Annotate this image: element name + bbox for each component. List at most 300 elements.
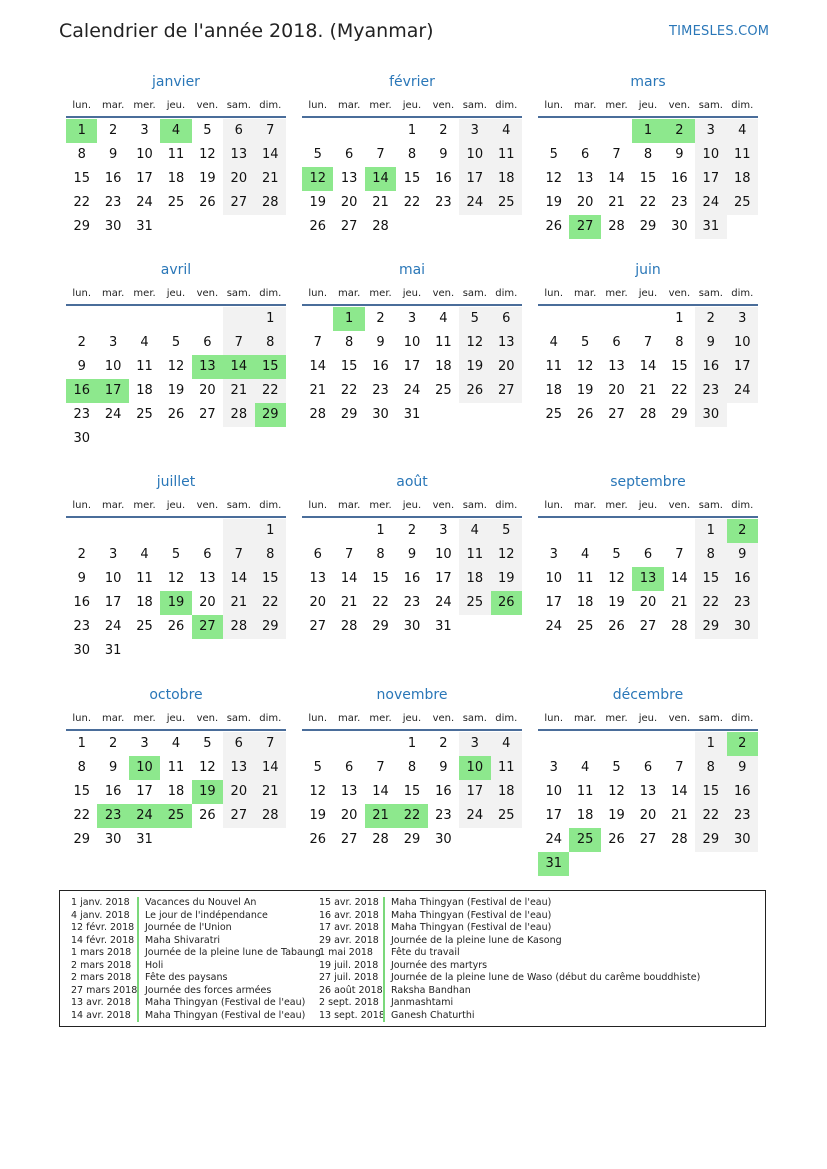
empty-cell: [333, 119, 364, 143]
empty-cell: [396, 215, 427, 239]
weekday-label: sam.: [698, 713, 723, 724]
weekday-label: jeu.: [638, 100, 658, 111]
day-grid: [66, 519, 286, 663]
month-name: juillet: [156, 474, 196, 490]
day-cell: 11: [576, 784, 594, 799]
empty-cell: [333, 732, 364, 756]
day-cell: 24: [695, 191, 726, 215]
day-cell: 20: [223, 167, 254, 191]
day-cell: 8: [376, 547, 385, 562]
day-cell: 18: [435, 359, 452, 374]
day-cell: 27: [340, 832, 358, 847]
legend-holiday-name: Journée de l'Union: [137, 922, 232, 935]
weekday-label: lun.: [72, 100, 92, 111]
day-cell: 17: [136, 171, 153, 186]
day-cell: 1: [255, 307, 286, 331]
day-cell: 26: [576, 407, 594, 422]
legend-holiday-name: Maha Thingyan (Festival de l'eau): [137, 997, 305, 1010]
day-cell: 29: [340, 407, 358, 422]
day-cell: 16: [66, 379, 97, 403]
empty-cell: [538, 732, 569, 756]
day-cell: 6: [643, 760, 653, 775]
day-cell: 5: [313, 147, 322, 162]
day-cell: 6: [344, 760, 354, 775]
legend-date: 27 juil. 2018: [319, 972, 379, 983]
day-cell: 10: [727, 331, 758, 355]
day-cell: 16: [104, 171, 122, 186]
day-cell: 17: [545, 808, 562, 823]
day-cell: 23: [695, 379, 726, 403]
day-cell: 16: [403, 571, 421, 586]
weekday-label: mar.: [338, 288, 361, 299]
legend-holiday-name: Journée des forces armées: [137, 985, 271, 998]
month-name: septembre: [610, 474, 686, 490]
day-cell: 25: [435, 383, 452, 398]
empty-cell: [569, 732, 600, 756]
day-cell: 22: [340, 383, 358, 398]
day-cell: 28: [671, 619, 688, 634]
day-cell: 9: [407, 547, 417, 562]
day-cell: 7: [643, 335, 653, 350]
day-grid: [302, 307, 522, 427]
page-title: Calendrier de l'année 2018. (Myanmar): [59, 20, 434, 42]
day-cell: 16: [727, 567, 758, 591]
weekday-label: lun.: [72, 288, 92, 299]
day-cell: 14: [639, 359, 657, 374]
day-cell: 27: [199, 407, 216, 422]
empty-cell: [160, 215, 191, 239]
empty-cell: [97, 307, 128, 331]
legend-item: [71, 935, 321, 948]
legend-holiday-name: Le jour de l'indépendance: [137, 910, 268, 923]
day-cell: 30: [727, 828, 758, 852]
day-cell: 4: [140, 335, 149, 350]
weekday-label: ven.: [196, 500, 219, 511]
day-cell: 13: [340, 171, 358, 186]
day-cell: 11: [167, 760, 185, 775]
day-cell: 12: [608, 784, 625, 799]
day-cell: 12: [545, 171, 562, 186]
day-grid: [302, 519, 522, 639]
day-cell: 26: [459, 379, 490, 403]
day-cell: 30: [104, 832, 122, 847]
day-cell: 3: [549, 760, 558, 775]
day-cell: 23: [97, 804, 128, 828]
day-cell: 1: [333, 307, 364, 331]
day-cell: 13: [576, 171, 594, 186]
day-cell: 2: [727, 519, 758, 543]
empty-cell: [365, 119, 396, 143]
legend-holiday-name: Journée de la pleine lune de Kasong: [383, 935, 562, 948]
month-6: [66, 472, 286, 663]
month-name: janvier: [152, 74, 200, 90]
empty-cell: [601, 732, 632, 756]
weekday-label: ven.: [432, 713, 455, 724]
weekday-header: [302, 284, 522, 306]
day-cell: 11: [491, 756, 522, 780]
day-grid: [66, 119, 286, 239]
legend-item: [319, 960, 700, 973]
day-cell: 16: [435, 171, 452, 186]
day-cell: 3: [140, 123, 149, 138]
day-cell: 2: [727, 732, 758, 756]
empty-cell: [160, 307, 191, 331]
day-cell: 6: [491, 307, 522, 331]
day-cell: 31: [695, 215, 726, 239]
day-cell: 29: [73, 219, 90, 234]
day-cell: 29: [695, 828, 726, 852]
day-cell: 13: [491, 331, 522, 355]
day-cell: 21: [671, 808, 688, 823]
day-cell: 1: [407, 736, 417, 751]
empty-cell: [302, 732, 333, 756]
empty-cell: [538, 307, 569, 331]
day-cell: 2: [439, 736, 448, 751]
weekday-label: mar.: [338, 500, 361, 511]
legend-date: 2 mars 2018: [71, 972, 132, 983]
day-cell: 15: [403, 784, 421, 799]
day-cell: 10: [403, 335, 421, 350]
day-cell: 28: [309, 407, 326, 422]
legend-date: 2 mars 2018: [71, 959, 132, 971]
brand-link[interactable]: TIMESLES.COM: [669, 24, 770, 39]
day-cell: 25: [136, 619, 153, 634]
day-cell: 6: [223, 732, 254, 756]
day-cell: 20: [199, 383, 216, 398]
day-cell: 7: [612, 147, 621, 162]
day-cell: 5: [459, 307, 490, 331]
day-cell: 18: [167, 171, 185, 186]
day-cell: 9: [727, 756, 758, 780]
month-name: mars: [630, 74, 666, 90]
day-cell: 25: [491, 804, 522, 828]
day-cell: 22: [255, 379, 286, 403]
weekday-header: [66, 284, 286, 306]
day-cell: 25: [545, 407, 562, 422]
legend-holiday-name: Journée de la pleine lune de Waso (début du carême bouddhiste): [383, 972, 700, 985]
day-cell: 17: [104, 595, 122, 610]
weekday-label: dim.: [259, 288, 282, 299]
day-cell: 1: [675, 311, 684, 326]
day-cell: 24: [136, 195, 153, 210]
day-cell: 15: [340, 359, 358, 374]
day-cell: 6: [344, 147, 354, 162]
legend-item: [319, 910, 700, 923]
day-cell: 5: [580, 335, 590, 350]
legend-holiday-name: Journée de la pleine lune de Tabaung: [137, 947, 321, 960]
day-cell: 9: [727, 543, 758, 567]
day-cell: 24: [545, 619, 562, 634]
month-name: décembre: [612, 687, 684, 703]
month-2: [538, 72, 758, 239]
day-cell: 27: [639, 619, 657, 634]
day-cell: 12: [576, 359, 594, 374]
empty-cell: [601, 119, 632, 143]
legend-holiday-name: Vacances du Nouvel An: [137, 897, 256, 910]
day-cell: 5: [612, 760, 621, 775]
month-8: [538, 472, 758, 639]
weekday-label: jeu.: [166, 288, 186, 299]
day-cell: 7: [376, 760, 385, 775]
weekday-header: [538, 709, 758, 731]
empty-cell: [160, 639, 191, 663]
day-cell: 8: [695, 543, 726, 567]
weekday-label: mer.: [605, 288, 628, 299]
day-cell: 28: [255, 191, 286, 215]
day-cell: 8: [255, 331, 286, 355]
legend-date: 1 janv. 2018: [71, 897, 130, 908]
day-cell: 30: [435, 832, 452, 847]
day-cell: 5: [171, 547, 181, 562]
weekday-label: lun.: [544, 100, 564, 111]
weekday-label: lun.: [544, 500, 564, 511]
day-cell: 30: [73, 431, 90, 446]
day-cell: 4: [580, 760, 590, 775]
empty-cell: [365, 732, 396, 756]
weekday-label: sam.: [462, 713, 487, 724]
day-cell: 28: [223, 403, 254, 427]
month-name: novembre: [376, 687, 448, 703]
weekday-label: sam.: [462, 100, 487, 111]
weekday-label: lun.: [308, 713, 328, 724]
day-cell: 7: [675, 760, 684, 775]
day-grid: [538, 732, 758, 876]
weekday-label: dim.: [259, 500, 282, 511]
legend-date: 4 janv. 2018: [71, 909, 130, 921]
day-cell: 21: [671, 595, 688, 610]
day-cell: 13: [632, 567, 663, 591]
empty-cell: [192, 639, 223, 663]
day-cell: 8: [255, 543, 286, 567]
day-cell: 29: [671, 407, 688, 422]
day-cell: 31: [403, 407, 421, 422]
weekday-label: dim.: [495, 713, 518, 724]
day-cell: 24: [435, 595, 452, 610]
legend-item: [71, 960, 321, 973]
day-cell: 3: [439, 523, 448, 538]
empty-cell: [459, 615, 490, 639]
day-cell: 24: [459, 191, 490, 215]
day-cell: 28: [608, 219, 625, 234]
day-cell: 10: [104, 571, 122, 586]
day-cell: 5: [203, 123, 212, 138]
day-cell: 1: [407, 123, 417, 138]
weekday-header: [302, 96, 522, 118]
day-cell: 10: [129, 756, 160, 780]
day-cell: 5: [203, 736, 212, 751]
day-cell: 30: [73, 643, 90, 658]
empty-cell: [727, 852, 758, 876]
legend-date: 16 avr. 2018: [319, 909, 379, 921]
day-cell: 14: [671, 784, 688, 799]
day-cell: 15: [695, 780, 726, 804]
day-cell: 31: [136, 219, 153, 234]
legend-holiday-name: Maha Thingyan (Festival de l'eau): [383, 922, 551, 935]
day-cell: 2: [695, 307, 726, 331]
day-cell: 9: [108, 147, 118, 162]
day-cell: 3: [140, 736, 149, 751]
month-4: [302, 260, 522, 427]
weekday-label: dim.: [259, 100, 282, 111]
day-cell: 20: [223, 780, 254, 804]
day-cell: 3: [459, 732, 490, 756]
day-cell: 23: [727, 591, 758, 615]
day-cell: 5: [549, 147, 558, 162]
day-cell: 22: [73, 195, 90, 210]
weekday-label: mer.: [133, 500, 156, 511]
day-cell: 15: [695, 567, 726, 591]
day-cell: 29: [372, 619, 389, 634]
day-cell: 20: [608, 383, 625, 398]
legend-date: 27 mars 2018: [71, 984, 138, 996]
day-cell: 17: [403, 359, 421, 374]
day-cell: 29: [695, 615, 726, 639]
day-cell: 5: [171, 335, 181, 350]
day-cell: 14: [671, 571, 688, 586]
day-cell: 4: [491, 732, 522, 756]
day-cell: 21: [223, 591, 254, 615]
day-cell: 24: [459, 804, 490, 828]
day-cell: 27: [639, 832, 657, 847]
month-name: juin: [635, 262, 661, 278]
legend-holiday-name: Maha Shivaratri: [137, 935, 220, 948]
weekday-label: lun.: [72, 713, 92, 724]
day-cell: 27: [569, 215, 600, 239]
day-cell: 19: [309, 808, 326, 823]
day-cell: 14: [309, 359, 326, 374]
day-cell: 10: [136, 147, 153, 162]
empty-cell: [491, 403, 522, 427]
day-cell: 23: [73, 407, 90, 422]
day-cell: 19: [309, 195, 326, 210]
day-cell: 9: [675, 147, 684, 162]
empty-cell: [129, 519, 160, 543]
legend-date: 14 févr. 2018: [71, 934, 135, 946]
empty-cell: [491, 828, 522, 852]
weekday-label: lun.: [544, 288, 564, 299]
day-cell: 25: [727, 191, 758, 215]
day-cell: 21: [608, 195, 625, 210]
day-cell: 6: [203, 335, 212, 350]
day-cell: 18: [459, 567, 490, 591]
day-cell: 16: [73, 595, 90, 610]
empty-cell: [160, 828, 191, 852]
day-cell: 15: [403, 171, 421, 186]
legend-holiday-name: Maha Thingyan (Festival de l'eau): [383, 897, 551, 910]
empty-cell: [459, 403, 490, 427]
weekday-label: sam.: [226, 100, 251, 111]
weekday-label: mer.: [605, 100, 628, 111]
day-cell: 24: [403, 383, 421, 398]
day-grid: [302, 732, 522, 852]
day-cell: 10: [435, 547, 452, 562]
day-cell: 26: [491, 591, 522, 615]
weekday-label: dim.: [731, 500, 754, 511]
day-cell: 12: [309, 784, 326, 799]
day-cell: 21: [372, 195, 389, 210]
day-cell: 11: [167, 147, 185, 162]
empty-cell: [459, 828, 490, 852]
day-cell: 19: [199, 171, 216, 186]
month-10: [302, 685, 522, 852]
day-cell: 31: [104, 643, 122, 658]
day-cell: 9: [439, 147, 448, 162]
weekday-label: sam.: [462, 288, 487, 299]
day-cell: 23: [671, 195, 688, 210]
weekday-label: mer.: [133, 100, 156, 111]
empty-cell: [601, 519, 632, 543]
legend-holiday-name: Janmashtami: [383, 997, 453, 1010]
empty-cell: [569, 852, 600, 876]
day-cell: 3: [108, 335, 118, 350]
legend-date: 26 août 2018: [319, 984, 383, 996]
month-11: [538, 685, 758, 876]
day-cell: 8: [643, 147, 653, 162]
day-grid: [66, 732, 286, 852]
weekday-header: [66, 496, 286, 518]
day-cell: 10: [695, 143, 726, 167]
month-name: octobre: [149, 687, 203, 703]
weekday-label: mer.: [369, 288, 392, 299]
legend-date: 13 avr. 2018: [71, 997, 131, 1008]
day-cell: 18: [576, 595, 594, 610]
empty-cell: [695, 852, 726, 876]
weekday-label: lun.: [308, 100, 328, 111]
day-cell: 30: [104, 219, 122, 234]
day-cell: 16: [372, 359, 389, 374]
day-cell: 10: [545, 571, 562, 586]
day-cell: 4: [549, 335, 558, 350]
day-cell: 10: [459, 143, 490, 167]
weekday-label: dim.: [495, 100, 518, 111]
weekday-label: ven.: [432, 288, 455, 299]
day-cell: 12: [199, 760, 216, 775]
weekday-label: mer.: [605, 713, 628, 724]
day-cell: 25: [459, 591, 490, 615]
day-cell: 6: [580, 147, 590, 162]
legend-item: [71, 910, 321, 923]
day-cell: 16: [671, 171, 688, 186]
empty-cell: [223, 215, 254, 239]
weekday-label: jeu.: [402, 100, 422, 111]
day-cell: 25: [576, 619, 594, 634]
weekday-label: ven.: [432, 500, 455, 511]
day-cell: 24: [104, 619, 122, 634]
day-grid: [538, 307, 758, 427]
weekday-label: lun.: [308, 288, 328, 299]
day-cell: 20: [639, 808, 657, 823]
day-cell: 17: [727, 355, 758, 379]
legend-item: [71, 947, 321, 960]
weekday-label: jeu.: [402, 288, 422, 299]
day-cell: 23: [403, 595, 421, 610]
empty-cell: [428, 403, 459, 427]
day-cell: 31: [435, 619, 452, 634]
day-cell: 22: [255, 591, 286, 615]
day-cell: 13: [309, 571, 326, 586]
legend-item: [71, 897, 321, 910]
weekday-label: sam.: [698, 500, 723, 511]
day-cell: 4: [439, 311, 448, 326]
weekday-header: [538, 496, 758, 518]
day-cell: 12: [608, 571, 625, 586]
day-cell: 7: [344, 547, 354, 562]
weekday-header: [538, 96, 758, 118]
day-cell: 25: [167, 195, 185, 210]
day-cell: 7: [255, 732, 286, 756]
month-1: [302, 72, 522, 239]
day-cell: 30: [671, 219, 688, 234]
